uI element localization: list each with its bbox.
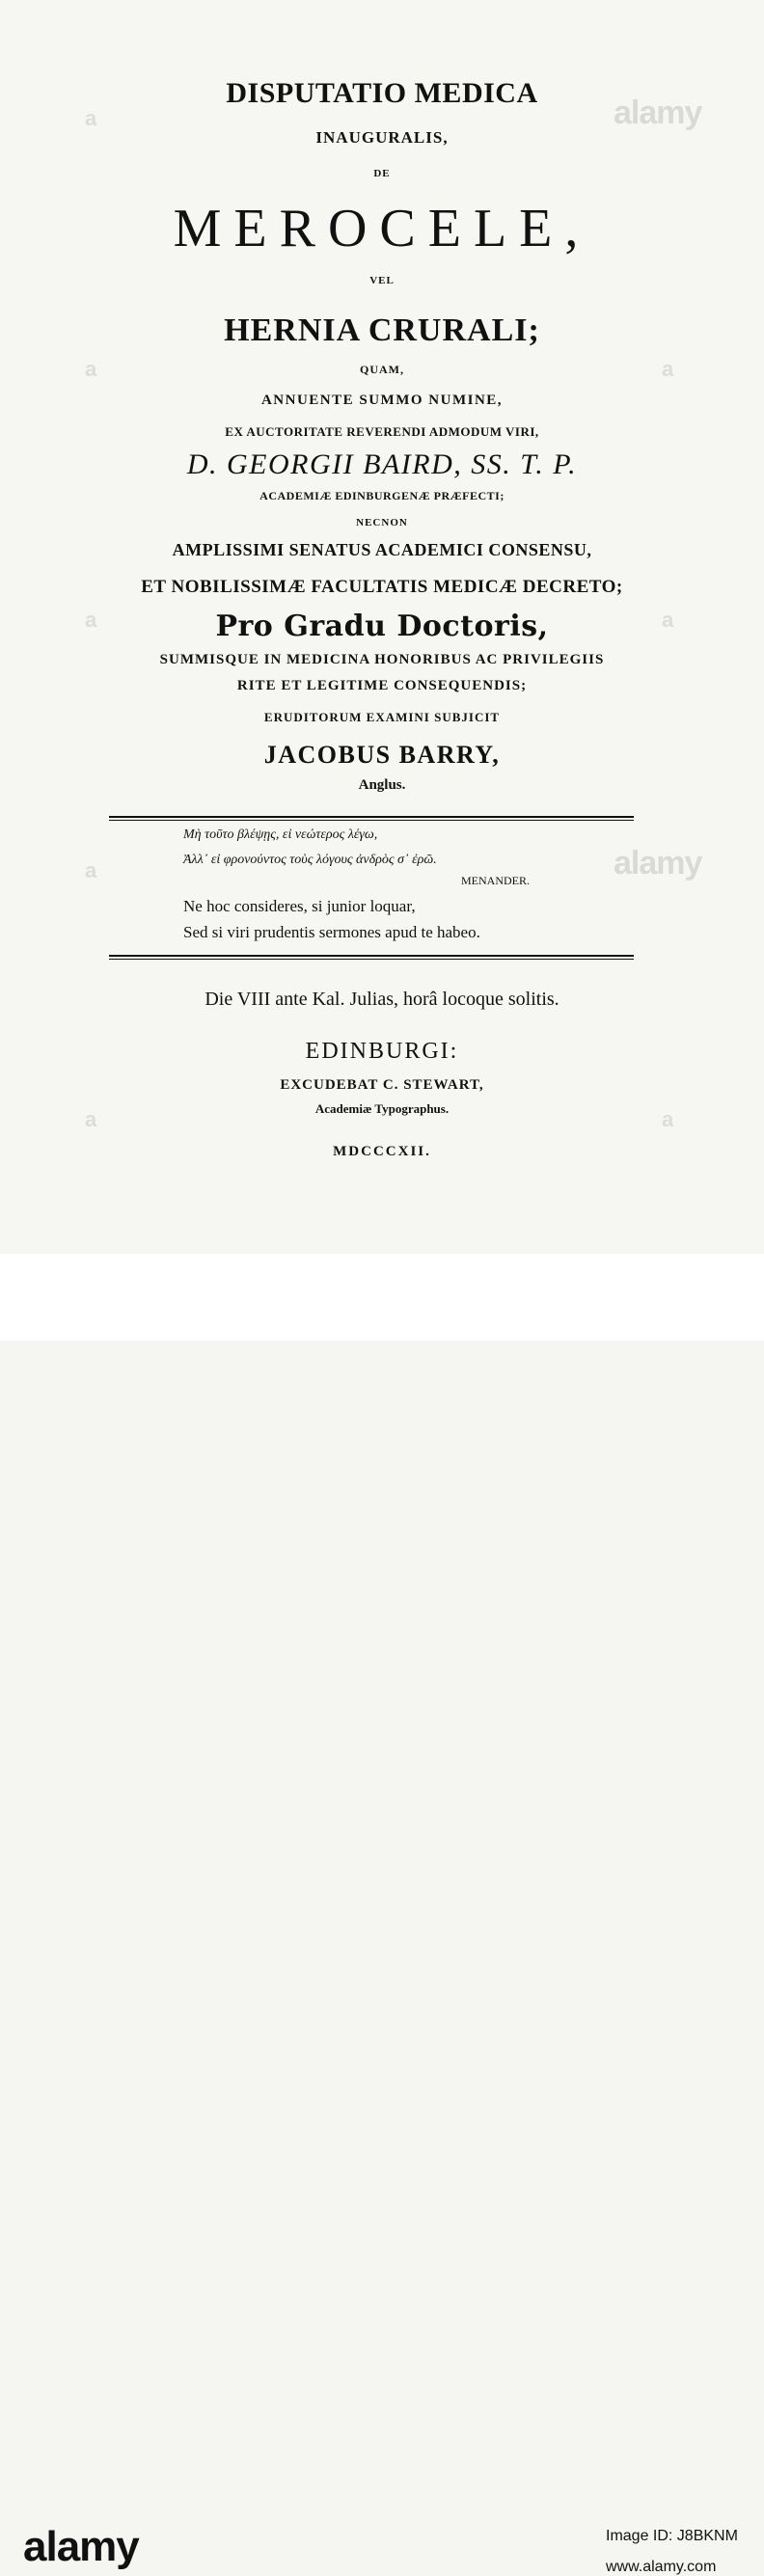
title-line-2: INAUGURALIS,	[315, 128, 449, 147]
title-line-1: DISPUTATIO MEDICA	[226, 77, 538, 109]
imprint-year: MDCCCXII.	[333, 1144, 431, 1159]
alamy-logo: alamy	[23, 2523, 139, 2570]
title-line-15: Pro Gradu Doctoris,	[215, 610, 549, 643]
imprint-role: Academiæ Typographus.	[314, 1101, 450, 1116]
title-page-scan	[0, 0, 764, 1254]
title-line-12: NECNON	[356, 517, 408, 529]
epigraph-latin-line-1: Ne hoc consideres, si junior loquar,	[183, 897, 416, 915]
watermark-a-3: a	[85, 357, 96, 381]
author-origin: Anglus.	[358, 777, 406, 793]
imprint-city: EDINBURGI:	[305, 1039, 459, 1064]
epigraph-greek-line-2: Ἀλλ᾽ εἰ φρονούντος τοὺς λόγους ἀνδρὸς σ᾽ ἐρῶ.	[183, 853, 437, 867]
watermark-a-5: a	[662, 608, 673, 632]
title-line-10: D. GEORGII BAIRD, SS. T. P.	[186, 448, 578, 480]
title-line-8: ANNUENTE SUMMO NUMINE,	[260, 393, 504, 408]
watermark-a-6: a	[85, 858, 96, 882]
defence-date: Die VIII ante Kal. Julias, horâ locoque solitis.	[205, 989, 559, 1010]
title-line-13: AMPLISSIMI SENATUS ACADEMICI CONSENSU,	[172, 540, 592, 559]
title-line-3: DE	[373, 168, 391, 179]
title-line-6: HERNIA CRURALI;	[224, 312, 540, 348]
image-id-label: Image ID: J8BKNM	[606, 2528, 738, 2544]
stock-footer-bar	[0, 1254, 764, 2575]
watermark-a-1: a	[85, 106, 96, 130]
author-name: JACOBUS BARRY,	[263, 741, 501, 769]
epigraph-attribution: MENANDER.	[461, 874, 530, 887]
title-line-11: ACADEMIÆ EDINBURGENÆ PRÆFECTI;	[259, 489, 505, 502]
watermark-a-7: a	[85, 1107, 96, 1131]
epigraph-greek-line-1: Μὴ τοῦτο βλέψῃς, εἰ νεώτερος λέγω,	[183, 827, 378, 842]
title-line-17: RITE ET LEGITIME CONSEQUENDIS;	[236, 678, 528, 693]
watermark-a-2: a	[662, 357, 673, 381]
title-line-7: QUAM,	[360, 363, 404, 376]
title-line-16: SUMMISQUE IN MEDICINA HONORIBUS AC PRIVILEGIIS	[159, 652, 605, 667]
epigraph-latin-line-2: Sed si viri prudentis sermones apud te habeo.	[183, 923, 480, 941]
title-line-4: MEROCELE,	[173, 199, 591, 258]
title-line-14: ET NOBILISSIMÆ FACULTATIS MEDICÆ DECRETO;	[141, 577, 623, 597]
watermark-a-8: a	[662, 1107, 673, 1131]
title-line-9: EX AUCTORITATE REVERENDI ADMODUM VIRI,	[225, 424, 539, 439]
epigraph-bottom-rule	[109, 955, 634, 960]
title-line-5: VEL	[369, 275, 395, 286]
site-url: www.alamy.com	[606, 2559, 717, 2575]
title-line-18: ERUDITORUM EXAMINI SUBJICIT	[263, 710, 501, 724]
imprint-printer: EXCUDEBAT C. STEWART,	[280, 1077, 484, 1093]
epigraph-top-rule	[109, 816, 634, 821]
watermark-a-4: a	[85, 608, 96, 632]
watermark-right-1: alamy	[614, 95, 702, 131]
watermark-right-2: alamy	[614, 845, 702, 881]
